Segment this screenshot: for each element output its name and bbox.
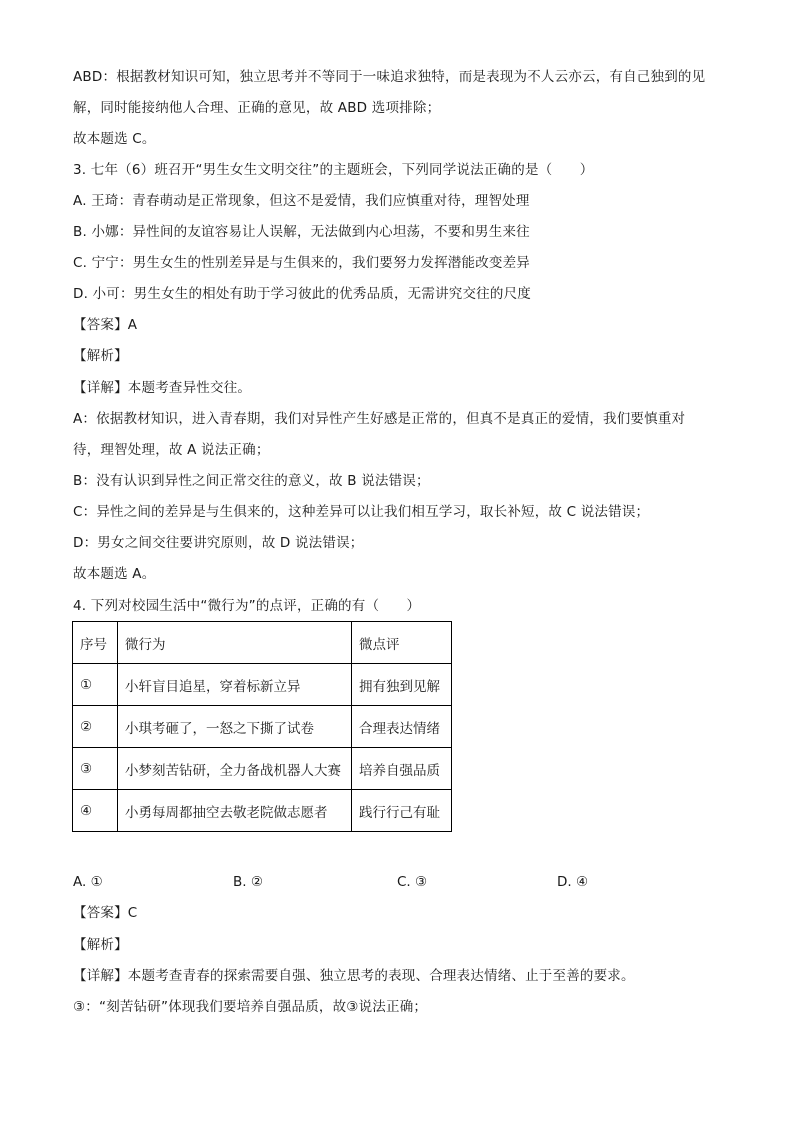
q3-explain-line: 待，理智处理，故 A 说法正确； (73, 442, 270, 458)
table-header-cell: 微行为 (118, 622, 352, 664)
table-cell-number: ① (73, 664, 118, 706)
q3-answer: 【答案】A (73, 317, 138, 333)
q3-stem: 3. 七年（6）班召开“男生女生文明交往”的主题班会，下列同学说法正确的是（ ） (73, 162, 594, 178)
q4-table (72, 621, 452, 832)
table-cell-behavior: 小梦刻苦钻研，全力备战机器人大赛 (118, 748, 352, 790)
q3-option-d: D. 小可：男生女生的相处有助于学习彼此的优秀品质，无需讲究交往的尺度 (73, 286, 531, 302)
table-row (73, 706, 452, 748)
table-cell-behavior: 小轩盲目追星，穿着标新立异 (118, 664, 352, 706)
q3-option-b: B. 小娜：异性间的友谊容易让人误解，无法做到内心坦荡，不要和男生来往 (73, 224, 530, 240)
table-row (73, 790, 452, 832)
q3-analysis-label: 【解析】 (73, 348, 128, 364)
table-cell-behavior: 小琪考砸了，一怒之下撕了试卷 (118, 706, 352, 748)
table-header-cell: 微点评 (352, 622, 452, 664)
q3-detail: 【详解】本题考查异性交往。 (73, 380, 252, 396)
q3-explain-line: B：没有认识到异性之间正常交往的意义，故 B 说法错误； (73, 473, 430, 489)
q3-explain-line: C：异性之间的差异是与生俱来的，这种差异可以让我们相互学习，取长补短，故 C 说法错误； (73, 504, 650, 520)
q4-answer: 【答案】C (73, 905, 138, 921)
table-cell-number: ② (73, 706, 118, 748)
table-cell-comment: 拥有独到见解 (352, 664, 452, 706)
q3-conclusion: 故本题选 A。 (73, 566, 156, 582)
table-cell-comment: 合理表达情绪 (352, 706, 452, 748)
q3-explain-line: A：依据教材知识，进入青春期，我们对异性产生好感是正常的，但真不是真正的爱情，我们要慎重对 (73, 411, 686, 427)
q2-conclusion: 故本题选 C。 (73, 131, 156, 147)
q3-option-a: A. 王琦：青春萌动是正常现象，但这不是爱情，我们应慎重对待，理智处理 (73, 193, 530, 209)
q4-detail: 【详解】本题考查青春的探索需要自强、独立思考的表现、合理表达情绪、止于至善的要求。 (73, 968, 635, 984)
table-cell-behavior: 小勇每周都抽空去敬老院做志愿者 (118, 790, 352, 832)
table-row (73, 664, 452, 706)
table-row (73, 748, 452, 790)
table-header-row (73, 622, 452, 664)
q4-option-b: B. ② (233, 874, 263, 890)
q4-explain-line: ③：“刻苦钻研”体现我们要培养自强品质，故③说法正确； (73, 999, 428, 1015)
table-cell-number: ③ (73, 748, 118, 790)
q3-explain-line: D：男女之间交往要讲究原则，故 D 说法错误； (73, 535, 364, 551)
table-header-cell: 序号 (73, 622, 118, 664)
q4-stem: 4. 下列对校园生活中“微行为”的点评，正确的有（ ） (73, 598, 421, 614)
table-cell-number: ④ (73, 790, 118, 832)
q4-option-d: D. ④ (557, 874, 589, 890)
table-cell-comment: 践行行己有耻 (352, 790, 452, 832)
q4-option-c: C. ③ (397, 874, 428, 890)
q2-analysis-line-2: 解，同时能接纳他人合理、正确的意见，故 ABD 选项排除； (73, 100, 441, 116)
q4-option-a: A. ① (73, 874, 103, 890)
q3-option-c: C. 宁宁：男生女生的性别差异是与生俱来的，我们要努力发挥潜能改变差异 (73, 255, 531, 271)
table-cell-comment: 培养自强品质 (352, 748, 452, 790)
q2-analysis-line-1: ABD：根据教材知识可知，独立思考并不等同于一味追求独特，而是表现为不人云亦云，有自己独到的见 (73, 69, 706, 85)
q4-analysis-label: 【解析】 (73, 937, 128, 953)
